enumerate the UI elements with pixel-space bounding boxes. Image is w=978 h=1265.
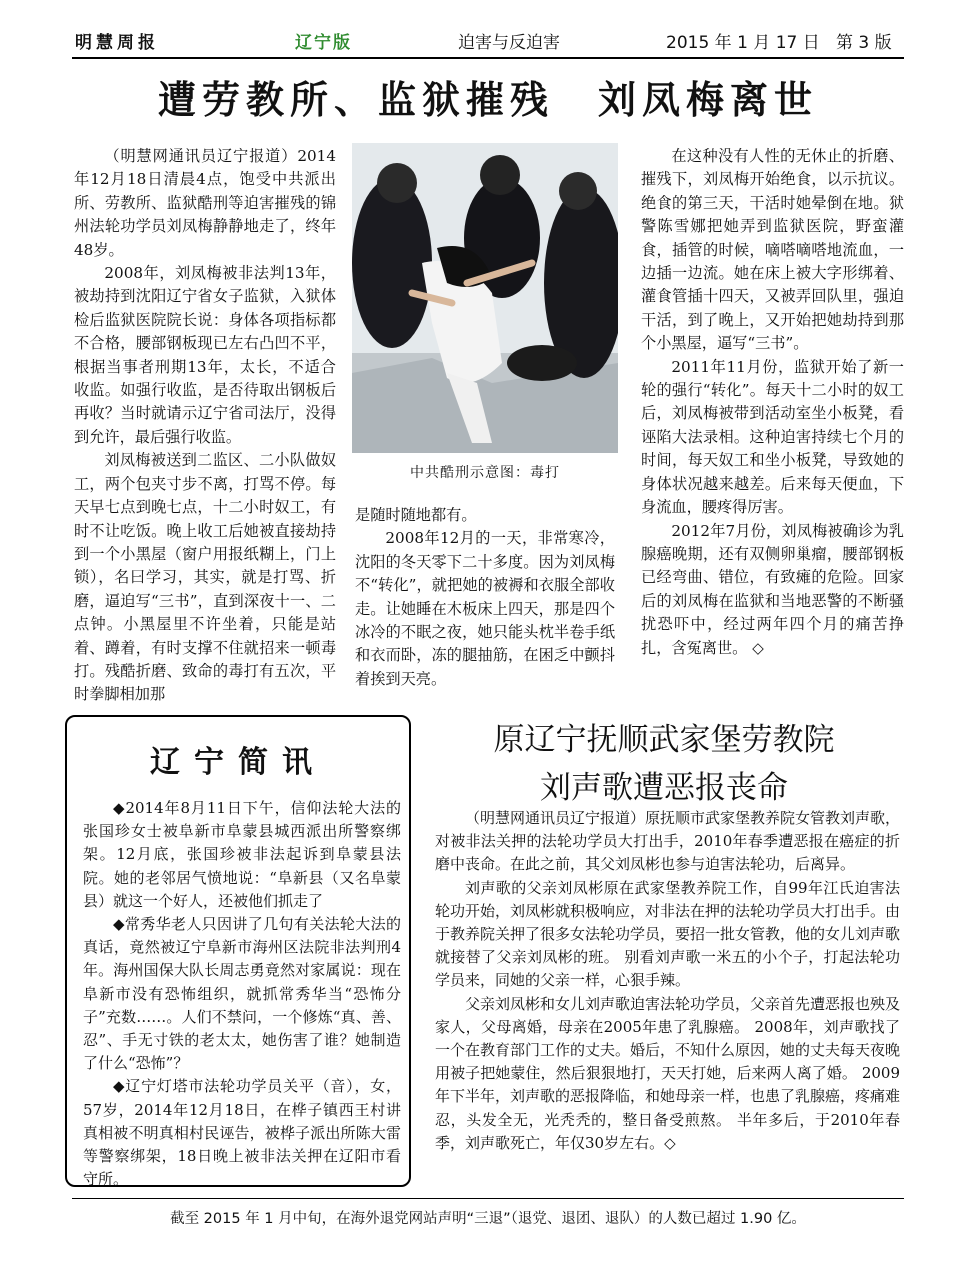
brief-news-body (83, 797, 401, 1191)
main-article-column-3 (641, 145, 904, 660)
paragraph: 2012年7月份，刘凤梅被确诊为乳腺癌晚期，还有双侧卵巢瘤，腰部钢板已经弯曲、错位，有致瘫的危险。回家后的刘凤梅在监狱和当地恶警的不断骚扰恐吓中，经过两年四个月的痛苦挣扎，含冤离世。 ◇ (641, 521, 904, 657)
section-label: 迫害与反迫害 (458, 33, 560, 53)
paragraph: 刘凤梅被送到二监区、二小队做奴工，两个包夹寸步不离，打骂不停。每天早七点到晚七点，十二小时奴工，有时不让吃饭。晚上收工后她被直接劫持到一个小黑屋（窗户用报纸糊上，门上锁），名曰学习，其实，就是打骂、折磨，逼迫写“三书”，直到深夜十一、二点钟。小黑屋里不许坐着，只能是站着、蹲着，有时支撑不住就招来一顿毒打。残酷折磨、致命的毒打有五次，平时拳脚相加那 (74, 451, 336, 704)
main-article-column-1 (74, 145, 336, 707)
second-article-title (420, 716, 908, 812)
paragraph: 刘声歌的父亲刘凤彬原在武家堡教养院工作，自99年江氏迫害法轮功开始，刘凤彬就积极响应，对非法在押的法轮功学员大打出手。由于教养院关押了很多女法轮功学员，要招一批女管教，他的女儿刘声歌就接替了父亲刘凤彬的班。 别看刘声歌一米五的小个子，打起法轮功学员来，同她的父亲一样，心狠手辣。 (435, 878, 901, 990)
second-article-body (435, 807, 900, 1155)
paper-name: 明慧周报 (75, 33, 159, 53)
paragraph: 2011年11月份，监狱开始了新一轮的强行“转化”。每天十二小时的奴工后，刘凤梅被带到活动室坐小板凳，看诬陷大法录相。这种迫害持续七个月的时间，每天奴工和坐小板凳，导致她的身体状况越来越差。后来每天便血，下身流血，腰疼得厉害。 (641, 357, 904, 517)
issue-date: 2015 年 1 月 17 日 (666, 33, 820, 53)
main-article-column-2 (355, 504, 615, 691)
brief-item: ◆2014年8月11日下午，信仰法轮大法的张国珍女士被阜新市阜蒙县城西派出所警察绑架。12月底，张国珍被非法起诉到阜蒙县法院。她的老邻居气愤地说：“阜新县（又名阜蒙县）就这一个好人，还被他们抓走了 (83, 799, 401, 910)
brief-news-title: 辽宁简讯 (150, 745, 326, 780)
torture-scene-image (352, 143, 618, 453)
paragraph: 在这种没有人性的无休止的折磨、摧残下，刘凤梅开始绝食，以示抗议。绝食的第三天，干活时她晕倒在地。狱警陈雪娜把她弄到监狱医院，野蛮灌食，插管的时候，嘀嗒嘀嗒地流血，一边插一边流。她在床上被大字形绑着、灌食管插十四天，又被弄回队里，强迫干活，到了晚上，又开始把她劫持到那个小黑屋，逼写“三书”。 (641, 147, 904, 353)
header-divider (72, 57, 904, 59)
page-number: 第 3 版 (836, 33, 892, 53)
paragraph: 2008年12月的一天，非常寒冷，沈阳的冬天零下二十多度。因为刘凤梅不“转化”，就把她的被褥和衣服全部收走。让她睡在木板床上四天，那是四个冰冷的不眠之夜，她只能头枕半卷手纸和衣而卧，冻的腿抽筋，在困乏中颤抖着挨到天亮。 (355, 529, 615, 688)
second-article-title-line-1: 原辽宁抚顺武家堡劳教院 (493, 722, 835, 758)
main-article-title: 遭劳教所、监狱摧残 刘凤梅离世 (157, 78, 818, 122)
paragraph: 是随时随地都有。 (355, 506, 477, 524)
brief-item: ◆常秀华老人只因讲了几句有关法轮大法的真话，竟然被辽宁阜新市海州区法院非法判刑4年。海州国保大队长周志勇竟然对家属说：现在阜新市没有恐怖组织，就抓常秀华当“恐怖分子”充数……。人们不禁问，一个修炼“真、善、忍”、手无寸铁的老太太，她伤害了谁？她制造了什么“恐怖”？ (83, 915, 401, 1073)
brief-item: ◆辽宁灯塔市法轮功学员关平（音），女，57岁，2014年12月18日，在桦子镇西王村讲真相被不明真相村民诬告，被桦子派出所陈大雷等警察绑架，18日晚上被非法关押在辽阳市看守所。 (83, 1077, 401, 1189)
torture-illustration-photo (352, 143, 618, 453)
second-article-title-line-2: 刘声歌遭恶报丧命 (540, 770, 788, 806)
edition-label: 辽宁版 (295, 33, 352, 53)
paragraph: 2008年，刘凤梅被非法判13年，被劫持到沈阳辽宁省女子监狱，入狱体检后监狱医院院长说：身体各项指标都不合格，腰部钢板现已左右凸凹不平，根据当事者刑期13年，太长，不适合收监。如强行收监，是否待取出钢板后再收？当时就请示辽宁省司法厅，没得到允许，最后强行收监。 (74, 264, 336, 446)
photo-caption: 中共酷刑示意图：毒打 (410, 465, 560, 481)
paragraph: 父亲刘凤彬和女儿刘声歌迫害法轮功学员，父亲首先遭恶报也殃及家人，父母离婚，母亲在2005年患了乳腺癌。 2008年，刘声歌找了一个在教育部门工作的丈夫。婚后，不知什么原因，她的丈夫每天夜晚用被子把她蒙住，然后狠狠地打，天天打她，后来两人离了婚。 2009年下半年，刘声歌的恶报降临，和她母亲一样，也患了乳腺癌，疼痛难忍，头发全无，光秃秃的，整日备受煎熬。 半年多后，于2010年春季，刘声歌死亡，年仅30岁左右。◇ (435, 994, 901, 1152)
footer-notice: 截至 2015 年 1 月中旬，在海外退党网站声明“三退”（退党、退团、退队）的人数已超过 1.90 亿。 (170, 1211, 806, 1227)
paragraph: （明慧网通讯员辽宁报道）2014年12月18日清晨4点，饱受中共派出所、劳教所、监狱酷刑等迫害摧残的锦州法轮功学员刘凤梅静静地走了，终年48岁。 (74, 147, 336, 259)
paragraph: （明慧网通讯员辽宁报道）原抚顺市武家堡教养院女管教刘声歌，对被非法关押的法轮功学员大打出手，2010年春季遭恶报在癌症的折磨中丧命。在此之前，其父刘凤彬也参与迫害法轮功，后离异。 (435, 809, 901, 874)
footer-divider (72, 1198, 904, 1199)
